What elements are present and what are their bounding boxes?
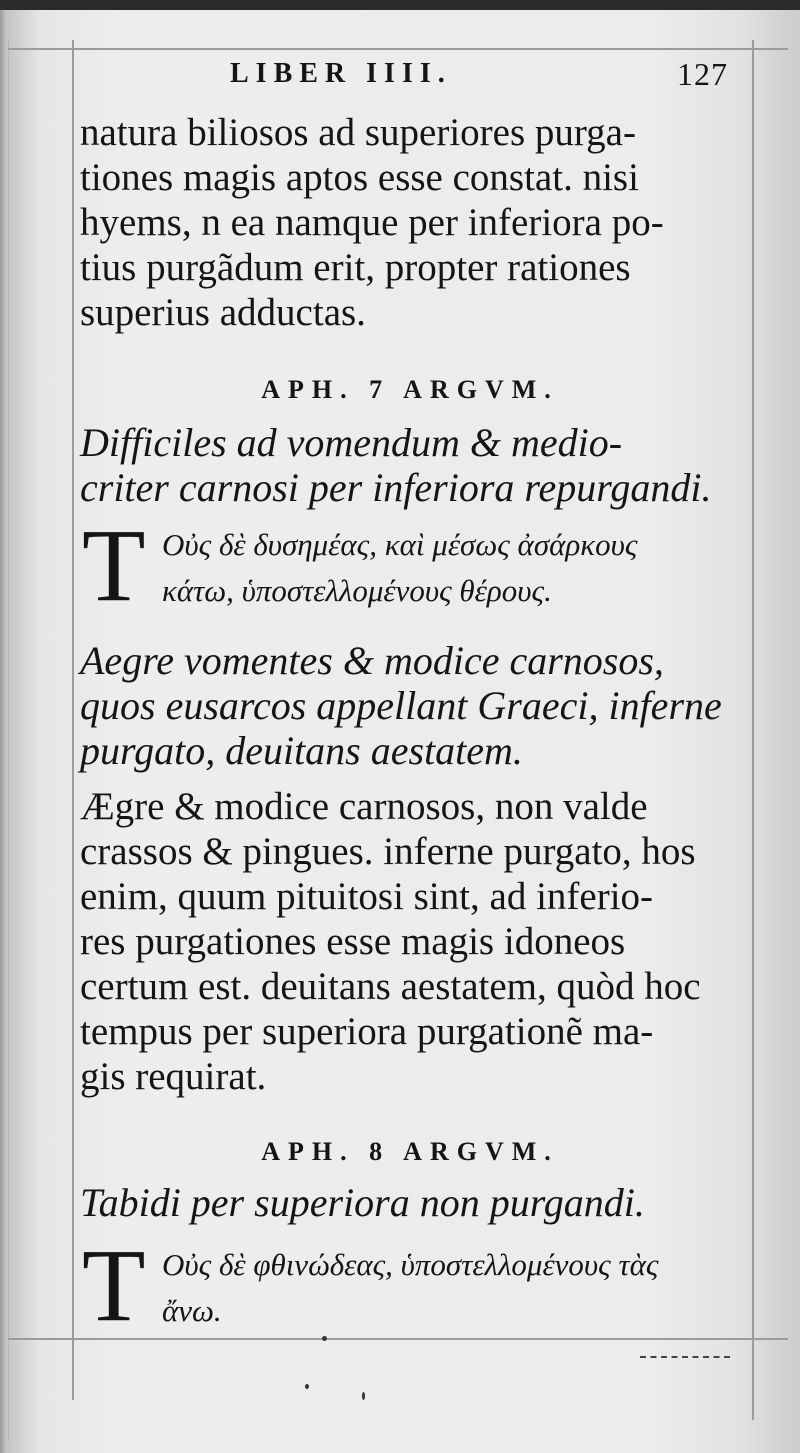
aph7-greek	[82, 508, 742, 623]
page-header	[80, 56, 740, 96]
text-line: tiones magis aptos esse constat. nisi	[80, 156, 639, 199]
drop-cap: T	[82, 508, 146, 623]
text-line: certum est. deuitans aestatem, quòd hoc	[80, 965, 701, 1008]
text-line: tempus per superiora purgationẽ ma-	[80, 1010, 654, 1053]
text-line: hyems, n ea namque per inferiora po-	[80, 201, 664, 244]
page-top-edge	[0, 0, 800, 10]
aph7-argument	[80, 420, 740, 510]
running-title: LIBER IIII.	[230, 58, 452, 89]
page-number: 127	[677, 56, 728, 92]
greek-line: Οὐς δὲ δυσημέας, καὶ μέσως ἀσάρκους	[162, 527, 638, 562]
text-line: natura biliosos ad superiores purga-	[80, 111, 636, 154]
header-rule	[8, 48, 788, 50]
text-line: Aegre vomentes & modice carnosos,	[80, 638, 664, 683]
text-line: quos eusarcos appellant Graeci, inferne	[80, 683, 722, 728]
drop-cap: T	[82, 1228, 146, 1343]
aph8-argument	[80, 1180, 740, 1225]
aph8-heading: APH. 8 ARGVM.	[261, 1137, 559, 1166]
aph7-commentary	[80, 784, 740, 1099]
text-line: Difficiles ad vomendum & medio-	[80, 420, 623, 465]
margin-rule	[8, 40, 9, 1440]
text-line: purgato, deuitans aestatem.	[80, 728, 523, 773]
aph7-translation	[80, 638, 740, 773]
text-line: superius adductas.	[80, 291, 366, 334]
bottom-ink-mark	[640, 1356, 730, 1364]
aph7-heading-block	[80, 374, 740, 406]
margin-rule	[72, 40, 74, 1400]
aph7-heading: APH. 7 ARGVM.	[261, 375, 559, 404]
text-line: criter carnosi per inferiora repurgandi.	[80, 465, 712, 510]
text-line: gis requirat.	[80, 1055, 267, 1098]
text-line: enim, quum pituitosi sint, ad inferio-	[80, 875, 654, 918]
aph8-greek	[82, 1228, 742, 1343]
text-line: Ægre & modice carnosos, non valde	[80, 785, 648, 828]
text-line: crassos & pingues. inferne purgato, hos	[80, 830, 696, 873]
aph8-heading-block	[80, 1136, 740, 1168]
text-line: Tabidi per superiora non purgandi.	[80, 1180, 645, 1225]
ink-speck	[322, 1336, 327, 1341]
margin-rule	[752, 40, 754, 1420]
greek-line: κάτω, ὑποστελλομένους θέρους.	[162, 573, 552, 608]
text-line: tius purgãdum erit, propter rationes	[80, 246, 631, 289]
ink-speck	[305, 1384, 309, 1389]
text-line: res purgationes esse magis idoneos	[80, 920, 626, 963]
greek-line: ἄνω.	[162, 1293, 222, 1328]
paragraph-1	[80, 110, 740, 335]
ink-speck	[362, 1392, 365, 1400]
greek-line: Οὐς δὲ φθινώδεας, ὑποστελλομένους τὰς	[162, 1247, 659, 1282]
